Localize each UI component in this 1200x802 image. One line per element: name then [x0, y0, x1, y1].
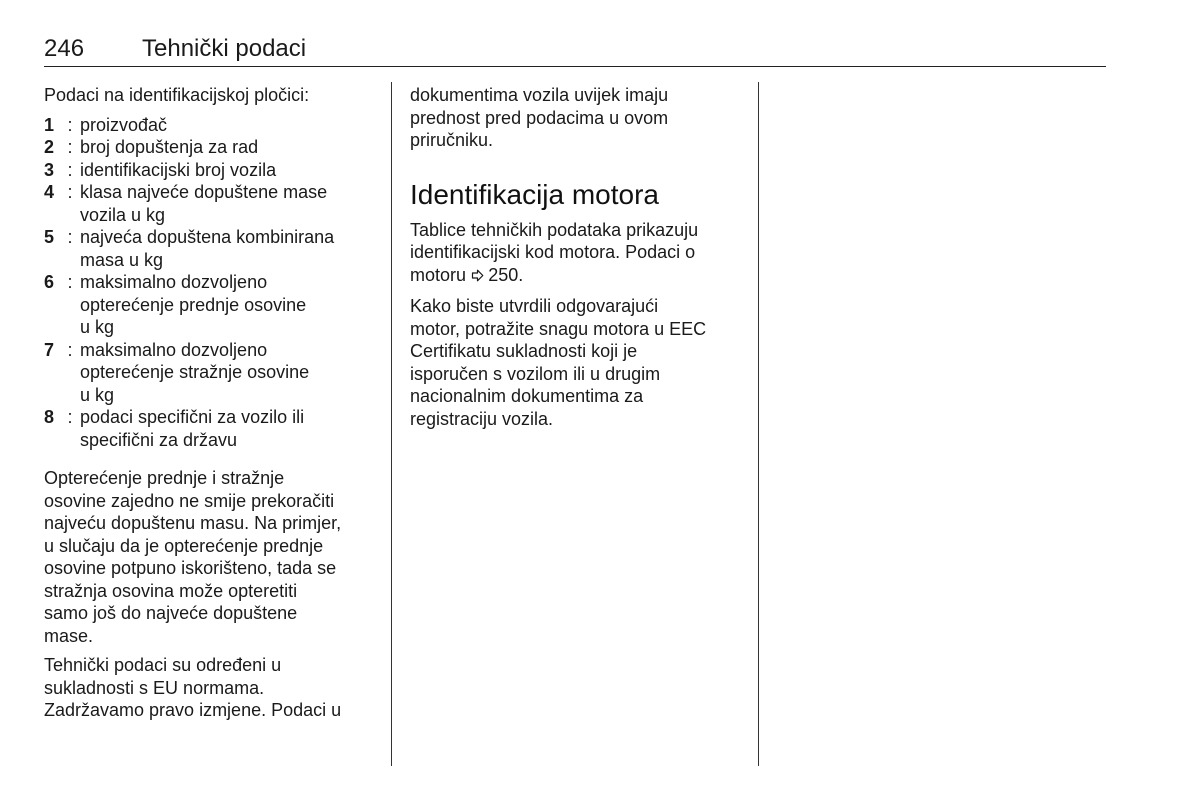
list-item: 1 : proizvođač — [44, 114, 168, 135]
item-text: vozila u kg — [80, 204, 166, 225]
left-column — [44, 84, 384, 722]
list-item: 2 : broj dopuštenja za rad — [44, 137, 259, 157]
middle-column — [410, 84, 750, 430]
list-item: 6 : maksimalno dozvoljeno opterećenje prednje osovine u kg — [44, 272, 307, 337]
item-number: 3 — [44, 159, 55, 180]
plate-data-list — [44, 114, 384, 452]
column-divider — [758, 82, 759, 766]
list-item: 4 : klasa najveće dopuštene mase vozila u kg — [44, 182, 328, 225]
engine-power-paragraph: Kako biste utvrdili odgovarajući motor, potražite snagu motora u EEC Certifikatu sukladnosti koji je isporučen s vozilom ili u drugim nacionalnim dokumentima za registraciju vozila. — [410, 296, 707, 429]
item-text: najveća dopuštena kombinirana — [80, 227, 335, 247]
item-number: 2 — [44, 137, 55, 157]
item-number: 6 — [44, 272, 55, 292]
item-number: 1 — [44, 114, 55, 135]
list-item: 8 : podaci specifični za vozilo ili specifični za državu — [44, 407, 305, 450]
item-text: u kg — [80, 317, 115, 337]
item-text: opterećenje prednje osovine — [80, 294, 307, 315]
standards-paragraph: Tehnički podaci su određeni u sukladnosti s EU normama. Zadržavamo pravo izmjene. Podaci u — [44, 655, 342, 720]
item-number: 5 — [44, 227, 55, 247]
item-text: broj dopuštenja za rad — [80, 137, 259, 157]
list-intro: Podaci na identifikacijskoj pločici: — [44, 85, 310, 105]
item-text: masa u kg — [80, 249, 164, 270]
item-text: maksimalno dozvoljeno — [80, 339, 268, 360]
item-number: 4 — [44, 182, 55, 202]
item-text: klasa najveće dopuštene mase — [80, 182, 328, 202]
list-item: 7 : maksimalno dozvoljeno opterećenje stražnje osovine u kg — [44, 339, 310, 405]
item-text: specifični za državu — [80, 429, 238, 450]
page-header — [44, 34, 1106, 67]
page-reference-link[interactable]: 250. — [488, 264, 524, 285]
section-heading: Identifikacija motora — [410, 178, 660, 210]
arrow-right-outline-icon — [471, 268, 488, 285]
item-number: 8 — [44, 407, 55, 427]
item-text: u kg — [80, 384, 115, 405]
column-divider — [391, 82, 392, 766]
item-text: opterećenje stražnje osovine — [80, 362, 310, 382]
axle-load-paragraph: Opterećenje prednje i stražnje osovine zajedno ne smije prekoračiti najveću dopuštenu masu. Na primjer, u slučaju da je opterećenje prednje osovine potpuno iskorišteno, tada se stražnja osovina može opteretiti samo još do najveće dopuštene mase. — [44, 468, 342, 646]
chapter-title: Tehnički podaci — [142, 35, 307, 62]
engine-id-paragraph: Tablice tehničkih podataka prikazuju identifikacijski kod motora. Podaci o motoru 250. — [410, 219, 699, 285]
list-item: 5 : najveća dopuštena kombinirana masa u kg — [44, 227, 335, 270]
page-number: 246 — [44, 35, 85, 62]
item-number: 7 — [44, 339, 55, 360]
item-text: proizvođač — [80, 114, 168, 135]
item-text: podaci specifični za vozilo ili — [80, 407, 305, 427]
continued-paragraph: dokumentima vozila uvijek imaju prednost pred podacima u ovom priručniku. — [410, 85, 669, 150]
list-item: 3 : identifikacijski broj vozila — [44, 159, 277, 180]
item-text: maksimalno dozvoljeno — [80, 272, 268, 292]
item-text: identifikacijski broj vozila — [80, 159, 277, 180]
